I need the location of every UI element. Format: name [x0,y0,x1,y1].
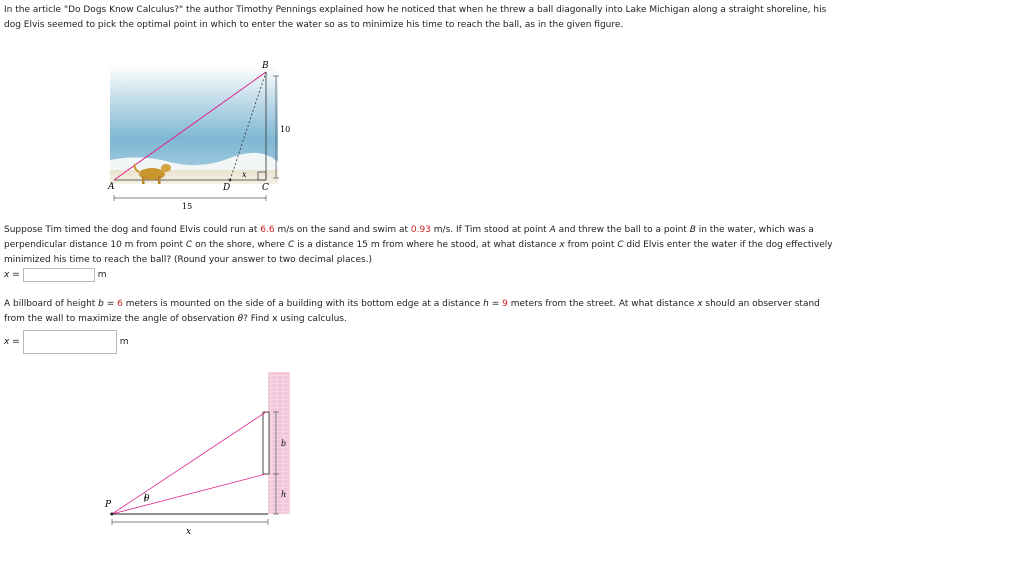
label-A: A [108,182,115,192]
p1-text-3: m/s. If Tim stood at point [430,225,550,235]
swim-speed-value: 0.93 [410,225,431,235]
run-speed-value: 6.6 [260,225,275,235]
p2-text-5: meters from the street. At what distance [507,299,698,309]
p2-eq-1: = [103,299,118,309]
problem-2-text [4,297,1004,327]
p2-var-x: x [697,299,703,309]
intro-text [4,3,1004,33]
problem-2-answer-row [4,330,129,354]
p2-var-b: b [98,299,104,309]
label-P: P [105,500,112,510]
p1-point-C-3: C [617,240,624,250]
point-P-dot [111,513,114,516]
p2-line2-a: from the wall to maximize the angle of observation [4,314,238,324]
p1-point-C-1: C [185,240,193,250]
p1-line2-b: on the shore, where [192,240,288,250]
billboard-height-value: 6 [117,299,123,309]
p1-var-x: x [559,240,565,250]
sight-line-top [112,412,266,514]
problem-2-line-1 [4,297,1004,312]
problem-2-unit: m [119,337,129,347]
p2-text-3: meters is mounted on the side of a building with its bottom edge at a distance [122,299,484,309]
p2-text-1: A billboard of height [4,299,99,309]
problem-2-line-2 [4,312,1004,327]
problem-1-answer-row [4,268,107,282]
problem-1-line-2 [4,238,1004,253]
p1-point-B: B [689,225,696,235]
p1-line2-e: did Elvis enter the water if the dog effectively [623,240,833,250]
label-B: B [262,61,269,71]
label-C: C [262,183,269,193]
street-distance-value: 9 [502,299,508,309]
p1-line2-c: is a distance 15 m from where he stood, at what distance [294,240,560,250]
label-x: x [242,170,247,179]
problem-2-answer-input[interactable] [23,330,117,354]
p1-point-C-2: C [287,240,295,250]
p2-var-h: h [483,299,489,309]
intro-line-2: dog Elvis seemed to pick the optimal point in which to enter the water so as to minimize his time to reach the ball, as in the given figure. [4,20,624,30]
problem-2-answer-label: x = [4,337,20,347]
sand-area [110,170,278,184]
p1-text-4: and threw the ball to a point [555,225,690,235]
problem-1-unit: m [97,270,107,280]
billboard [263,412,269,474]
p1-point-A: A [549,225,556,235]
problem-1-line-1 [4,223,1004,238]
p2-eq-2: = [488,299,503,309]
dog-beach-figure [100,56,300,216]
problem-1-text [4,223,1004,268]
building-wall [268,372,290,514]
label-15: 15 [182,202,193,211]
label-theta: θ [144,494,150,504]
billboard-figure [100,368,300,540]
point-D-dot [229,179,232,182]
p1-line2-a: perpendicular distance 10 m from point [4,240,186,250]
problem-1-answer-label: x = [4,270,20,280]
label-x2: x [186,527,192,537]
sight-line-bottom [112,474,266,514]
problem-1-answer-input[interactable] [23,268,95,282]
p1-text-1: Suppose Tim timed the dog and found Elvis could run at [4,225,261,235]
p2-text-6: should an observer stand [702,299,820,309]
p1-text-2: m/s on the sand and swim at [274,225,411,235]
problem-1-line-3: minimized his time to reach the ball? (Round your answer to two decimal places.) [4,255,373,265]
label-10: 10 [280,125,291,134]
p1-line2-d: from point [564,240,618,250]
label-h: h [281,490,287,499]
p2-line2-b: ? Find x using calculus. [243,314,347,324]
p1-text-5: in the water, which was a [695,225,814,235]
label-b: b [281,439,287,448]
p2-var-theta: θ [237,314,244,324]
intro-line-1: In the article "Do Dogs Know Calculus?" the author Timothy Pennings explained how he noticed that when he threw a ball diagonally into Lake Michigan along a straight shoreline, his [4,5,827,15]
label-D: D [223,183,231,193]
